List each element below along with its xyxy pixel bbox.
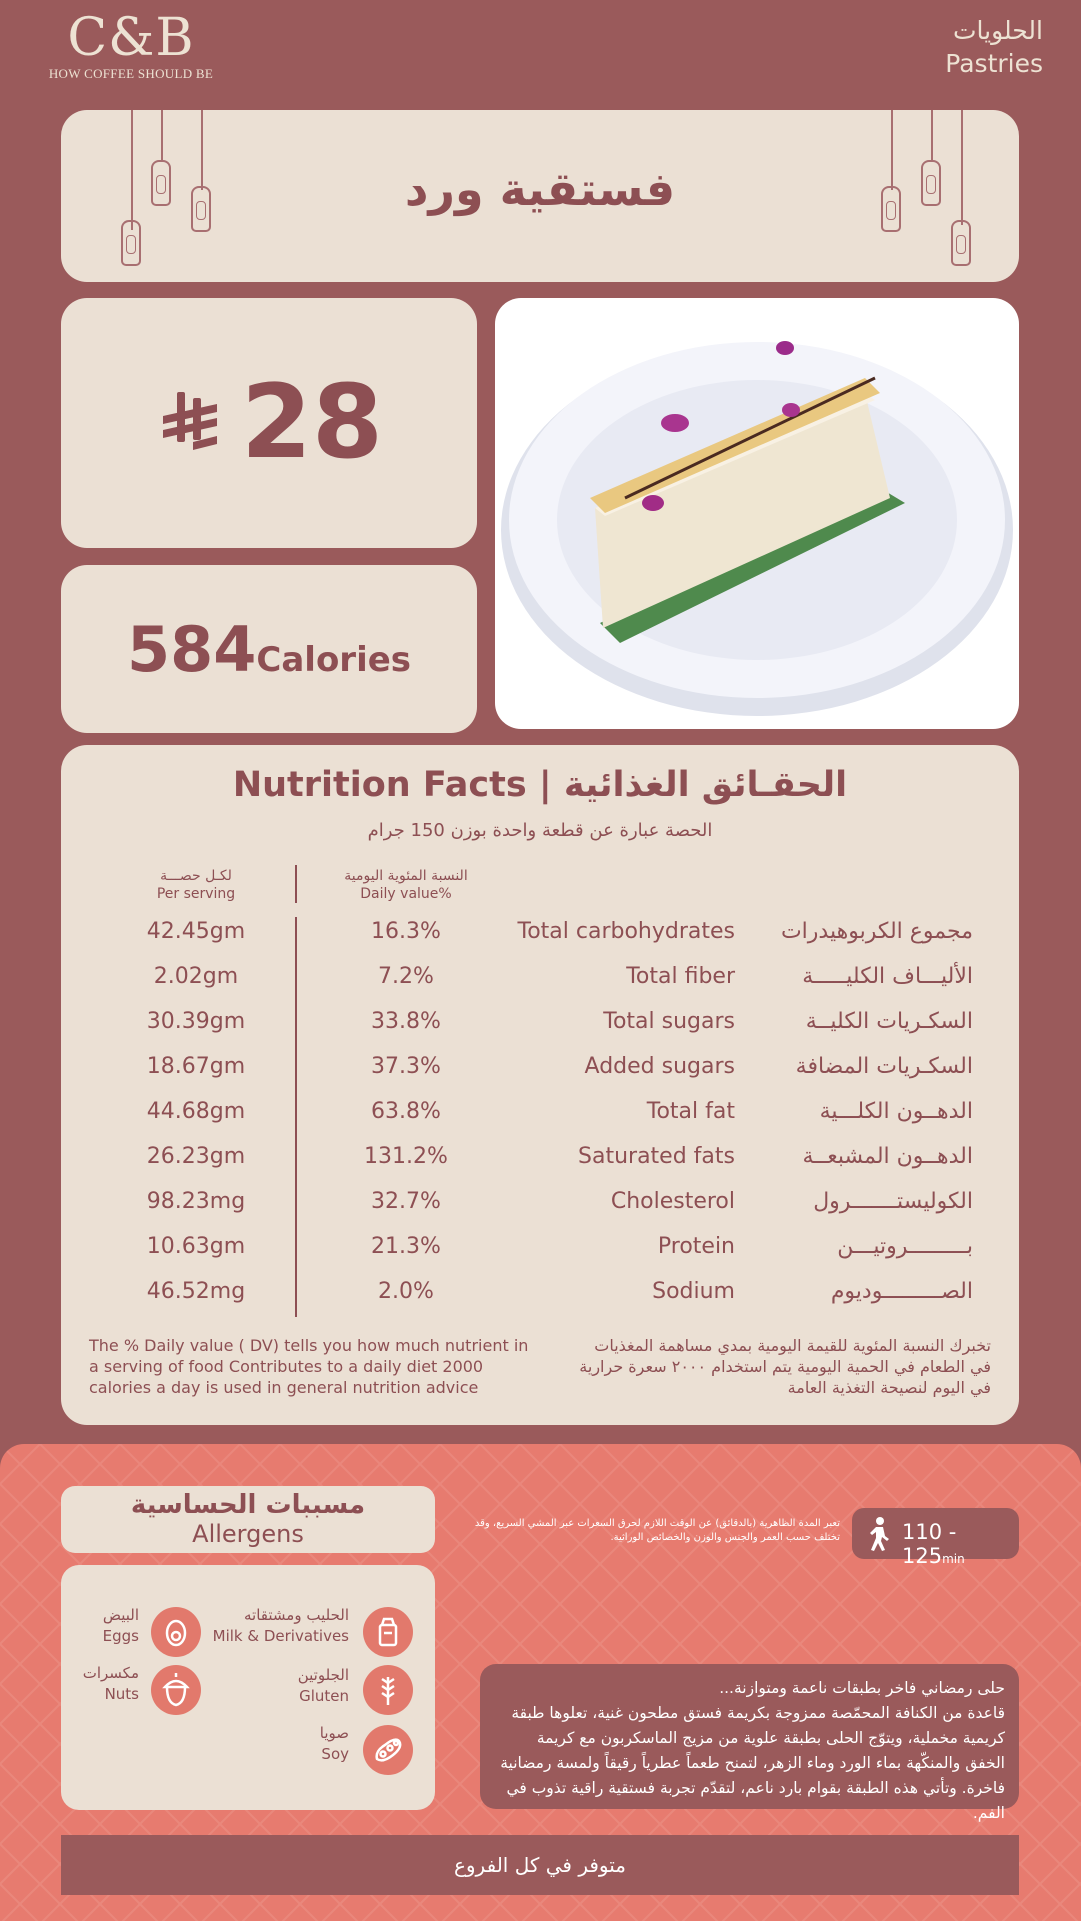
- daily-value-percent: 33.8%: [371, 1009, 441, 1034]
- description-text: [494, 1676, 1005, 1826]
- daily-value-header-ar: النسبة المئوية اليومية: [344, 868, 468, 884]
- serving-size: الحصة عبارة عن قطعة واحدة بوزن 150 جرام: [367, 820, 713, 841]
- allergen-label-ar: الحليب ومشتقاته: [244, 1606, 349, 1624]
- lantern-icon: [951, 220, 971, 266]
- allergens-title-en: Allergens: [192, 1520, 304, 1548]
- calories-display: [61, 613, 477, 686]
- per-serving-header-en: Per serving: [156, 886, 236, 902]
- category-label: [945, 14, 1043, 80]
- daily-value-note-en: The % Daily value ( DV) tells you how much nutrient in a serving of food Contributes to a daily diet 2000 calories a day is used in general nutrition advice: [89, 1336, 529, 1397]
- allergen-label-en: Nuts: [104, 1685, 139, 1703]
- walking-range: 110 - 125: [902, 1520, 957, 1568]
- logo-mark: C&B: [67, 8, 195, 68]
- amount-per-serving: 2.02gm: [153, 964, 239, 989]
- allergen-soy: [320, 1723, 349, 1765]
- daily-value-percent: 37.3%: [371, 1054, 441, 1079]
- allergen-label-ar: البيض: [102, 1606, 139, 1624]
- per-serving-header: [121, 867, 271, 903]
- nutrient-name-en: Added sugars: [584, 1054, 735, 1079]
- lantern-string: [931, 110, 933, 160]
- product-title-card: [61, 110, 1019, 282]
- allergens-title-ar: مسببات الحساسية: [130, 1490, 366, 1520]
- nutrition-row: [61, 1099, 1019, 1144]
- allergen-label-en: Milk & Derivatives: [212, 1627, 349, 1645]
- amount-per-serving: 10.63gm: [146, 1234, 246, 1259]
- daily-value-percent: 21.3%: [371, 1234, 441, 1259]
- allergen-label-ar: مكسرات: [82, 1664, 139, 1682]
- calories-unit: Calories: [256, 640, 412, 680]
- nutrient-name-ar: الكوليستـــــــرول: [813, 1189, 973, 1214]
- nutrient-name-en: Saturated fats: [578, 1144, 735, 1169]
- nutrition-row: [61, 1144, 1019, 1189]
- category-arabic: الحلويات: [952, 16, 1043, 45]
- soybean-icon: [363, 1725, 413, 1775]
- calories-card: [61, 565, 477, 733]
- allergens-header: [61, 1486, 435, 1553]
- daily-value-percent: 131.2%: [364, 1144, 448, 1169]
- nutrition-row: [61, 1189, 1019, 1234]
- walking-time: [902, 1520, 1019, 1568]
- nutrition-row: [61, 964, 1019, 1009]
- daily-value-header: [331, 867, 481, 903]
- allergen-label-ar: الجلوتين: [297, 1666, 349, 1684]
- nutrient-name-ar: الأليـــاف الكليـــــة: [802, 964, 973, 989]
- daily-value-percent: 7.2%: [378, 964, 434, 989]
- nutrient-name-en: Total fiber: [626, 964, 735, 989]
- allergen-label-en: Soy: [321, 1745, 349, 1763]
- header-divider: [295, 865, 297, 903]
- daily-value-header-en: Daily value%: [360, 886, 452, 902]
- nutrition-row: [61, 1054, 1019, 1099]
- logo-tagline: HOW COFFEE SHOULD BE: [48, 66, 214, 81]
- category-english: Pastries: [945, 49, 1043, 78]
- nutrient-name-en: Total carbohydrates: [517, 919, 735, 944]
- description-body: قاعدة من الكنافة المحمّصة ممزوجة بكريمة فستق مطحون غنية، تعلوها طبقة كريمية مخملية، ويتوّج الحلى بطبقة علوية من مزيج الماسكربون مع كريمة الخفق والمنكّهة بماء الورد وماء الزهر، لتمنح طعماً عطرياً رقيقاً ولمسة رمضانية فاخرة. وتأتي هذه الطبقة بقوام بارد ناعم، لتقدّم تجربة فستقية راقية تذوب في الفم.: [500, 1704, 1005, 1822]
- riyal-icon: [159, 390, 221, 467]
- product-photo: [495, 298, 1019, 729]
- allergen-label-ar: صويا: [319, 1724, 349, 1742]
- nutrition-row: [61, 1279, 1019, 1324]
- allergen-label-en: Gluten: [299, 1687, 349, 1705]
- amount-per-serving: 42.45gm: [146, 919, 246, 944]
- amount-per-serving: 26.23gm: [146, 1144, 246, 1169]
- allergens-list: [61, 1565, 435, 1810]
- product-description: [480, 1664, 1019, 1822]
- allergen-label-en: Eggs: [102, 1627, 139, 1645]
- daily-value-percent: 63.8%: [371, 1099, 441, 1124]
- wheat-icon: [363, 1665, 413, 1715]
- daily-value-percent: 16.3%: [371, 919, 441, 944]
- amount-per-serving: 46.52mg: [146, 1279, 246, 1304]
- nutrient-name-en: Total fat: [646, 1099, 735, 1124]
- milk-carton-icon: [363, 1607, 413, 1657]
- nutrition-title: Nutrition Facts | الحقـائق الغذائية: [232, 765, 848, 805]
- nutrient-name-en: Total sugars: [603, 1009, 735, 1034]
- price-value: 28: [241, 363, 383, 482]
- calories-value: 584: [126, 613, 257, 686]
- allergen-gluten: [298, 1665, 349, 1707]
- nutrient-name-ar: مجموع الكربوهيدرات: [780, 919, 973, 944]
- nutrient-name-ar: بـــــــــروتيـــن: [837, 1234, 973, 1259]
- nutrient-name-ar: السكـريات الكليــة: [805, 1009, 973, 1034]
- walking-unit: min: [942, 1552, 965, 1566]
- allergen-milk: [213, 1605, 349, 1647]
- nutrient-name-en: Protein: [657, 1234, 735, 1259]
- amount-per-serving: 18.67gm: [146, 1054, 246, 1079]
- nutrition-row: [61, 1009, 1019, 1054]
- description-headline: حلى رمضاني فاخر بطبقات ناعمة ومتوازنة...: [719, 1679, 1005, 1697]
- nutrient-name-en: Cholesterol: [610, 1189, 735, 1214]
- walking-note: تعبر المدة الظاهرية (بالدقائق) عن الوقت اللازم لحرق السعرات عبر المشي السريع، وقد تختلف حسب العمر والجنس والوزن والخصائص الوراثية.: [474, 1518, 840, 1543]
- amount-per-serving: 30.39gm: [146, 1009, 246, 1034]
- nutrient-name-en: Sodium: [652, 1279, 735, 1304]
- availability-banner: متوفر في كل الفروع: [61, 1835, 1019, 1895]
- nutrition-row: [61, 1234, 1019, 1279]
- lantern-icon: [121, 220, 141, 266]
- acorn-icon: [151, 1665, 201, 1715]
- amount-per-serving: 44.68gm: [146, 1099, 246, 1124]
- daily-value-percent: 32.7%: [371, 1189, 441, 1214]
- lantern-string: [161, 110, 163, 160]
- walking-person-icon: [864, 1516, 894, 1556]
- brand-logo: [36, 10, 226, 82]
- nutrition-row: [61, 919, 1019, 964]
- per-serving-header-ar: لكـل حصـــة: [160, 868, 232, 884]
- product-name: فستقية ورد: [404, 162, 676, 216]
- allergen-eggs: [103, 1605, 139, 1647]
- nutrient-name-ar: الصـــــــــوديوم: [830, 1279, 973, 1304]
- nutrition-facts-card: [61, 745, 1019, 1425]
- nutrient-name-ar: الدهــون المشبعــة: [802, 1144, 973, 1169]
- nutrient-name-ar: الدهــون الكلـــية: [819, 1099, 973, 1124]
- amount-per-serving: 98.23mg: [146, 1189, 246, 1214]
- egg-icon: [151, 1607, 201, 1657]
- walking-time-badge: [852, 1508, 1019, 1568]
- price-card: [61, 298, 477, 548]
- allergen-nuts: [83, 1663, 139, 1705]
- nutrient-name-ar: السكـريات المضافة: [795, 1054, 973, 1079]
- daily-value-note-ar: تخبرك النسبة المئوية للقيمة اليومية بمدي مساهمة المغذيات في الطعام في الحمية اليومية يتم استخدام ٢٠٠٠ سعرة حرارية في اليوم لنصيحة التغذية العامة: [579, 1336, 991, 1397]
- daily-value-percent: 2.0%: [378, 1279, 434, 1304]
